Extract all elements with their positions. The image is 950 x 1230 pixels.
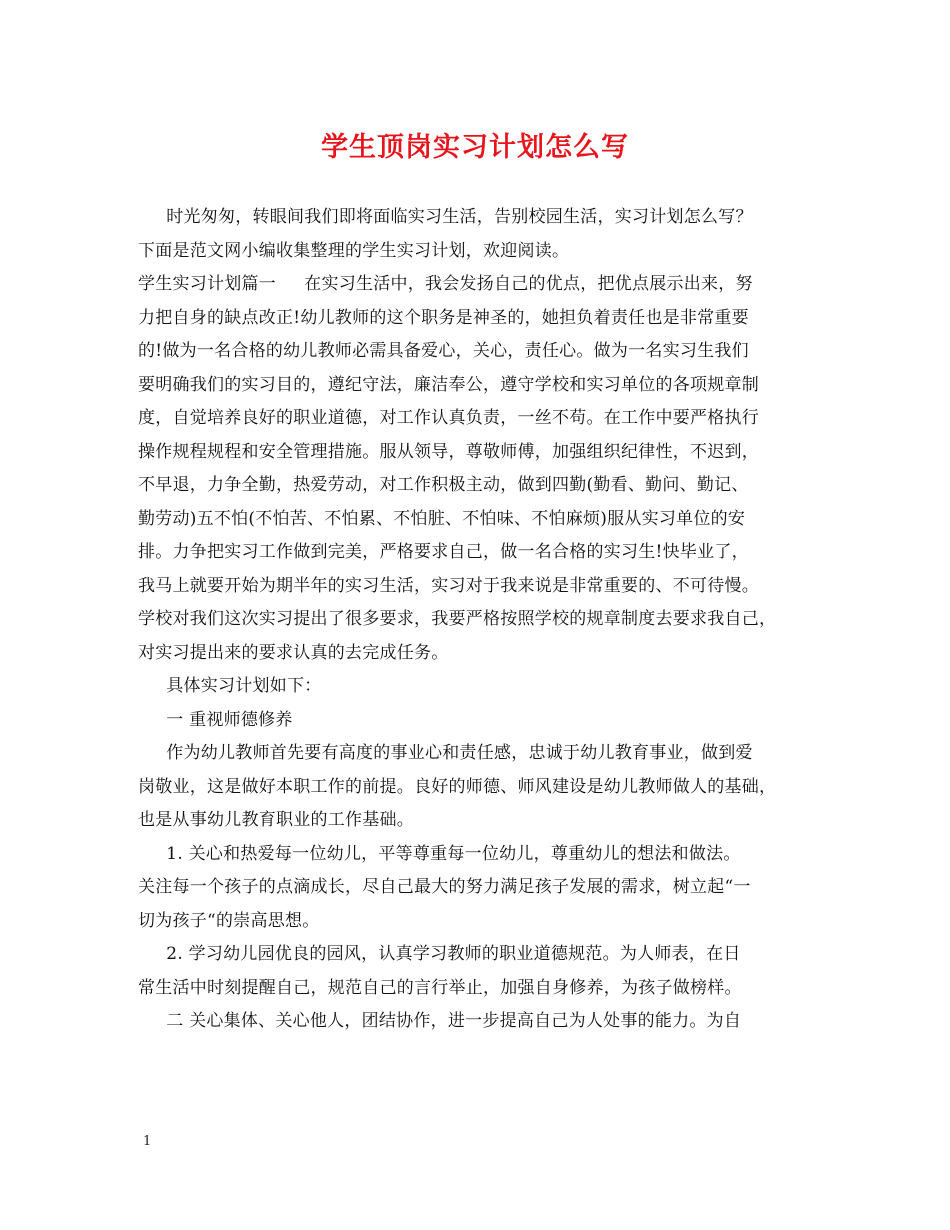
body-line: 时光匆匆，转眼间我们即将面临实习生活，告别校园生活，实习计划怎么写？ xyxy=(138,207,753,227)
body-line: 岗敬业，这是做好本职工作的前提。良好的师德、师风建设是幼儿教师做人的基础， xyxy=(138,776,777,797)
list-item-line: 1. 关心和热爱每一位幼儿，平等尊重每一位幼儿，尊重幼儿的想法和做法。 xyxy=(138,843,741,864)
body-line: 学生实习计划篇一 在实习生活中，我会发扬自己的优点，把优点展示出来，努 xyxy=(138,274,753,294)
body-line: 具体实习计划如下： xyxy=(138,676,322,696)
body-line: 也是从事幼儿教育职业的工作基础。 xyxy=(138,810,414,830)
body-line: 学校对我们这次实习提出了很多要求，我要严格按照学校的规章制度去要求我自己， xyxy=(138,609,777,629)
body-line: 不早退，力争全勤，热爱劳动，对工作积极主动，做到四勤(勤看、勤问、勤记、 xyxy=(138,475,749,495)
body-line: 我马上就要开始为期半年的实习生活，实习对于我来说是非常重要的、不可待慢。 xyxy=(138,575,759,596)
body-line: 排。力争把实习工作做到完美，严格要求自己，做一名合格的实习生!快毕业了， xyxy=(138,542,749,562)
section-heading: 二 关心集体、关心他人，团结协作，进一步提高自己为人处事的能力。为自 xyxy=(138,1011,742,1031)
body-line: 力把自身的缺点改正!幼儿教师的这个职务是神圣的，她担负着责任也是非常重要 xyxy=(138,307,749,328)
document-body xyxy=(138,201,828,1039)
body-line: 关注每一个孩子的点滴成长，尽自己最大的努力满足孩子发展的需求，树立起“一 xyxy=(138,877,751,897)
body-line: 操作规程规程和安全管理措施。服从领导，尊敬师傅，加强组织纪律性，不迟到， xyxy=(138,441,759,462)
section-heading: 一 重视师德修养 xyxy=(138,709,293,730)
body-line: 度，自觉培养良好的职业道德，对工作认真负责，一丝不苟。在工作中要严格执行 xyxy=(138,408,759,428)
body-line: 作为幼儿教师首先要有高度的事业心和责任感，忠诚于幼儿教育事业，做到爱 xyxy=(138,743,753,763)
body-line: 勤劳动)五不怕(不怕苦、不怕累、不怕脏、不怕味、不怕麻烦)服从实习单位的安 xyxy=(138,508,746,529)
body-line: 切为孩子“的崇高思想。 xyxy=(138,910,320,931)
body-line: 常生活中时刻提醒自己，规范自己的言行举止，加强自身修养，为孩子做榜样。 xyxy=(138,977,742,998)
body-line: 对实习提出来的要求认真的去完成任务。 xyxy=(138,642,449,663)
body-line: 要明确我们的实习目的，遵纪守法，廉洁奉公，遵守学校和实习单位的各项规章制 xyxy=(138,374,759,395)
body-line: 下面是范文网小编收集整理的学生实习计划，欢迎阅读。 xyxy=(138,240,570,261)
list-item-line: 2. 学习幼儿园优良的园风，认真学习教师的职业道德规范。为人师表，在日 xyxy=(138,944,741,964)
page-number: 1 xyxy=(143,1134,152,1149)
document-title: 学生顶岗实习计划怎么写 xyxy=(321,132,629,163)
body-line: 的!做为一名合格的幼儿教师必需具备爱心，关心，责任心。做为一名实习生我们 xyxy=(138,341,749,361)
